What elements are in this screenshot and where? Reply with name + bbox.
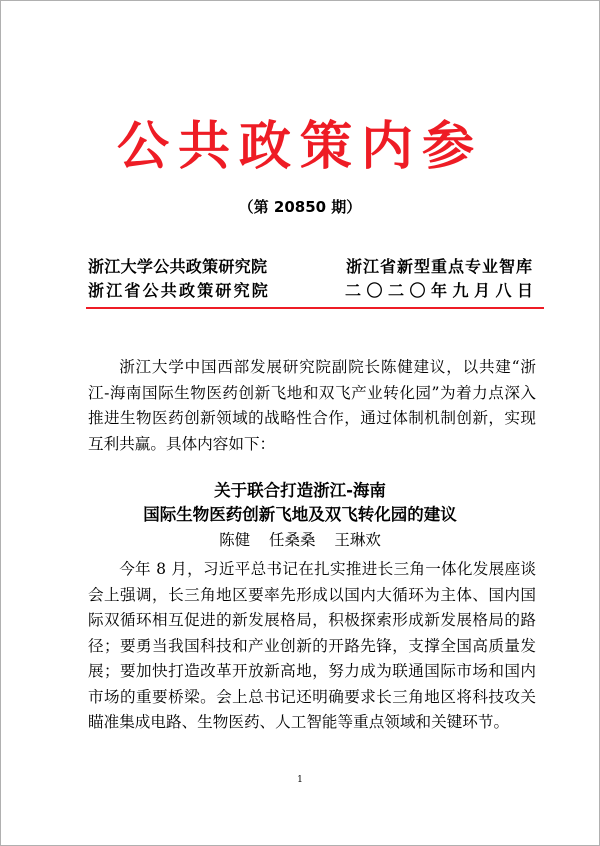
page-number: 1: [297, 775, 303, 785]
article-authors: 陈健 任桑桑 王琳欢: [219, 531, 381, 549]
publisher-left-1: 浙江大学公共政策研究院: [88, 257, 268, 276]
issue-number: （第 20850 期）: [238, 198, 362, 216]
publication-date: 二〇二〇年九月八日: [345, 281, 539, 300]
publisher-right-1: 浙江省新型重点专业智库: [346, 257, 534, 276]
intro-paragraph: 浙江大学中国西部发展研究院副院长陈健建议，以共建“浙江-海南国际生物医药创新飞地和双飞产业转化园”为着力点深入推进生物医药创新领域的战略性合作，通过体制机制创新，实现互利共赢。具体内容如下：: [88, 358, 536, 453]
masthead-title: 公共政策内参: [116, 116, 483, 177]
article-title-line-1: 关于联合打造浙江-海南: [214, 481, 386, 500]
article-title-line-2: 国际生物医药创新飞地及双飞转化园的建议: [143, 505, 457, 524]
publisher-left-2: 浙江省公共政策研究院: [88, 281, 271, 300]
body-paragraph: 今年 8 月，习近平总书记在扎实推进长三角一体化发展座谈会上强调，长三角地区要率先形成以国内大循环为主体、国内国际双循环相互促进的新发展格局，积极探索形成新发展格局的路径；要勇当我国科技和产业创新的开路先锋，支撑全国高质量发展；要加快打造改革开放新高地，努力成为联通国际市场和国内市场的重要桥梁。会上总书记还明确要求长三角地区将科技攻关瞄准集成电路、生物医药、人工智能等重点领域和关键环节。: [88, 560, 536, 731]
header-divider: [86, 307, 544, 309]
